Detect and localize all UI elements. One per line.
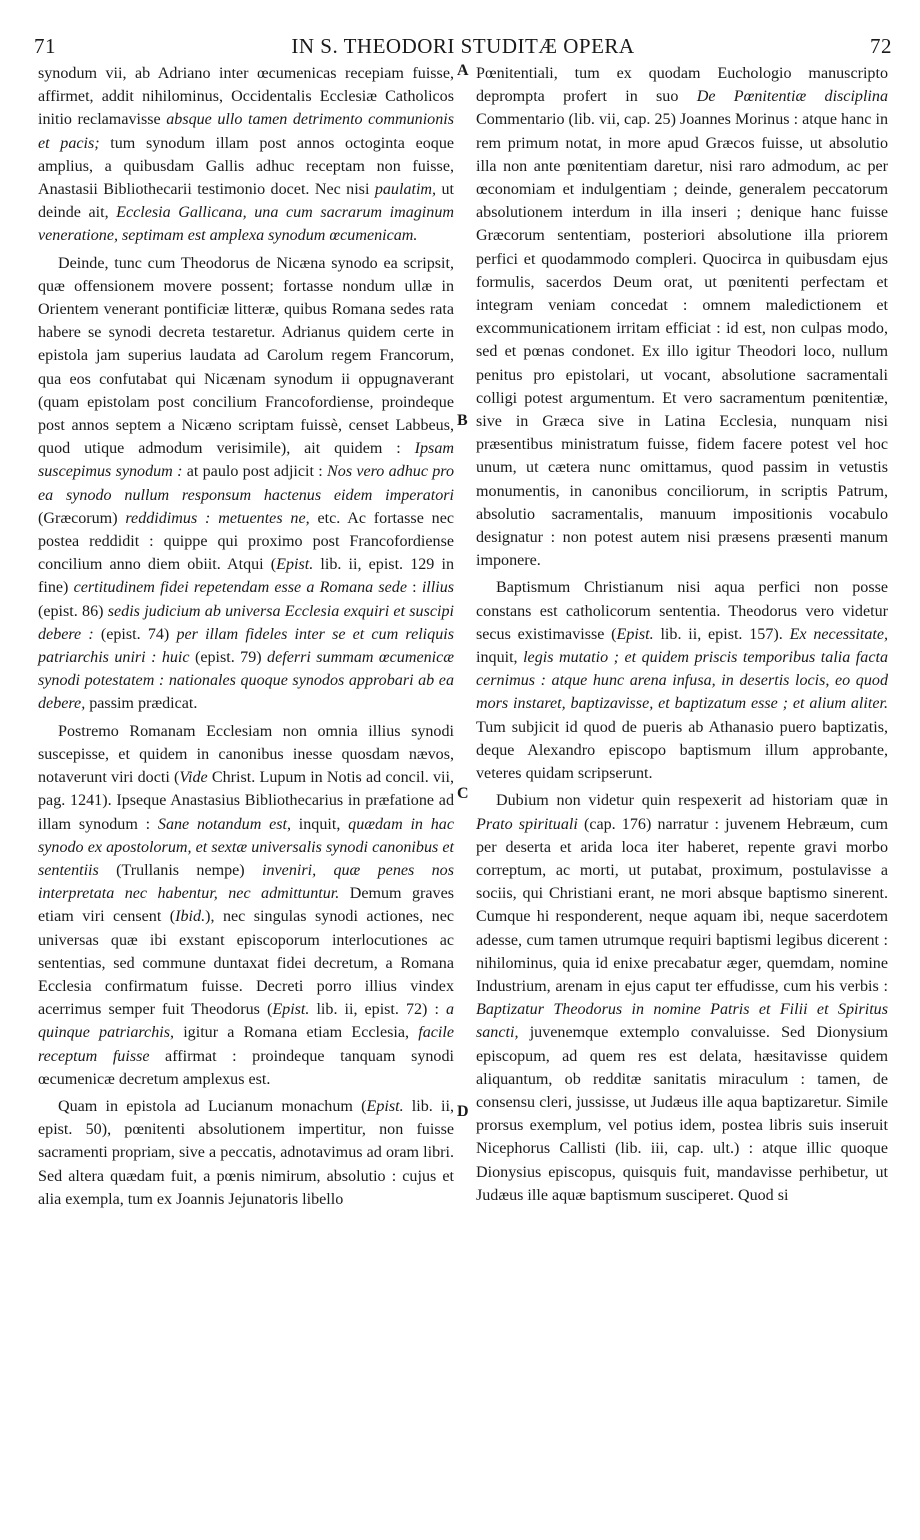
- italic-text: legis mutatio ; et quidem priscis temporibus talia facta cernimus : atque hunc arena infusa, in desertis locis, eo quod mors instaret, baptizavisse, et baptizatum esse ; et alium aliter.: [476, 649, 888, 713]
- italic-text: absque ullo tamen detrimento communionis et pacis;: [38, 111, 454, 152]
- text-run: lib. ii, epist. 72) :: [309, 1001, 446, 1019]
- text-run: synodum vii, ab Adriano inter œcumenicas recepiam fuisse, affirmet, addit nihilominus, Occidentalis Ecclesiæ Catholicos initio reclamavisse: [38, 65, 454, 129]
- running-title: IN S. THEODORI STUDITÆ OPERA: [291, 34, 635, 58]
- text-run: Baptismum Christianum nisi aqua perfici non posse constans est catholicorum sententia. Theodorus vero videtur secus existimavisse (: [476, 579, 888, 643]
- italic-text: Nos vero adhuc pro ea synodo nullum responsum hactenus eidem imperatori: [38, 463, 455, 504]
- text-run: (Græcorum): [38, 509, 126, 527]
- italic-text: certitudinem fidei repetendam esse a Romana sede: [73, 579, 407, 597]
- text-run: etc. Ac fortasse nec postea reddidit : quippe qui proximo post Francofordiense concilium anno diem obiit. Atqui (: [38, 509, 455, 574]
- italic-text: Epist.: [272, 1001, 310, 1019]
- italic-text: Epist.: [366, 1097, 404, 1115]
- section-marker-a: A: [457, 62, 469, 79]
- italic-text: Ipsam suscepimus synodum :: [38, 440, 454, 481]
- italic-text: Ex necessitate,: [789, 625, 888, 643]
- text-run: (Trullanis nempe): [98, 861, 263, 879]
- italic-text: Sane notandum est: [157, 815, 287, 833]
- text-run: passim prædicat.: [85, 695, 198, 713]
- italic-text: Epist.: [616, 625, 654, 643]
- text-run: lib. ii, epist. 50), pœnitenti absolutionem impertitur, non fuisse sacramenti propriam, sive a peccatis, adnotavimus ad oram libri. Sed altera quædam fuit, a pœnis nimirum, absolutio : cujus et alia exempla, tum ex Joannis Jejunatoris libello: [38, 1097, 454, 1208]
- italic-text: Ecclesia Gallicana, una cum sacrarum imaginum veneratione, septimam est amplexa synodum œcumenicam.: [38, 204, 454, 245]
- text-run: , inquit,: [286, 815, 349, 833]
- text-run: lib. ii, epist. 157).: [653, 625, 790, 643]
- italic-text: Prato spirituali: [476, 815, 578, 833]
- text-run: ), nec singulas synodi actiones, nec universas quæ ibi exstant episcoporum interlocutiones ac sententias, sed commune duntaxat fidei decretum, a Romana Ecclesia confirmatum fuisse. Decreti porro illius vindex acerrimus semper fuit Theodorus (: [38, 908, 454, 1019]
- text-run: Deinde, tunc cum Theodorus de Nicæna synodo ea scripsit, quæ offensionem movere possent; fortasse nondum ullæ in Orientem venerant pontificiæ litteræ, quibus Romana sedes rata habere se synodi decreta testaretur. Adrianus quidem certe in epistola jam superius laudata ad Carolum regem Francorum, qua eos confutabat qui Nicænam synodum ii oppugnaverant (quam epistolam post concilium Francofordiense, proindeque post annos septem a Nicæno scriptam fuissè, censet Labbeus, quod utique admodum verisimile), ait quidem :: [38, 254, 454, 458]
- text-run: igitur a Romana etiam Ecclesia,: [174, 1024, 419, 1042]
- italic-text: Ibid.: [175, 908, 206, 926]
- paragraph: [38, 720, 454, 1091]
- text-run: Demum graves etiam viri censent (: [38, 885, 454, 926]
- section-marker-b: B: [457, 412, 468, 429]
- italic-text: per illam fideles inter se et cum reliquis patriarchis uniri : huic: [38, 625, 454, 667]
- text-run: ut deinde ait,: [38, 181, 455, 222]
- text-run: (epist. 74): [93, 625, 177, 643]
- text-run: at paulo post adjicit :: [182, 463, 328, 481]
- paragraph: [476, 789, 888, 1207]
- paragraph: [38, 62, 454, 248]
- text-run: juvenemque extemplo convaluisse. Sed Dionysium episcopum, ad quem res est delata, hæsitavisse quidem aliquantum, ob redditæ sanitatis miraculum : tamen, de consensu cleri, jussisse, ut Judæus ille aqua baptizaretur. Simile prorsus exemplum, vel potius idem, postea libris suis inseruit Nicephorus Callisti (lib. iii, cap. ult.) : atque illic quoque Dionysius episcopus, quisquis fuit, mandavisse perhibetur, ut Judæus ille aquæ baptismum susciperet. Quod si: [476, 1024, 888, 1204]
- section-marker-c: C: [457, 785, 469, 802]
- italic-text: Baptizatur Theodorus in nomine Patris et Filii et Spiritus sancti,: [476, 1001, 888, 1042]
- italic-text: Vide: [179, 769, 208, 787]
- text-run: Quam in epistola ad Lucianum monachum (: [58, 1097, 367, 1115]
- text-run: Postremo Romanam Ecclesiam non omnia illius synodi suscepisse, et quidem in canonibus inesse quosdam nævos, notaverunt viri docti (: [38, 722, 454, 787]
- left-column: [38, 62, 454, 1211]
- text-run: :: [407, 579, 422, 597]
- page-header: [34, 34, 892, 62]
- italic-text: Epist.: [276, 556, 314, 574]
- italic-text: paulatim,: [374, 181, 437, 199]
- paragraph: [38, 252, 454, 716]
- text-run: tum synodum illam post annos octoginta eoque amplius, a quibusdam Gallis adhuc receptam non fuisse, Anastasii Bibliothecarii testimonio docet. Nec nisi: [38, 134, 455, 199]
- italic-text: deferri summam œcumenicæ synodi potestatem : nationales quoque synodos approbari ab ea debere,: [38, 649, 454, 713]
- text-run: inquit,: [476, 649, 524, 667]
- paragraph: [476, 576, 888, 785]
- italic-text: a quinque patriarchis,: [38, 1001, 454, 1042]
- paragraph: [476, 62, 888, 572]
- italic-text: reddidimus : metuentes ne,: [125, 509, 310, 527]
- text-run: affirmat : proindeque tanquam synodi œcumenicæ decretum amplexus est.: [38, 1047, 454, 1088]
- section-marker-d: D: [457, 1103, 469, 1120]
- text-run: (cap. 176) narratur : juvenem Hebræum, cum per deserta et arida loca iter haberet, repente gravi morbo correptum, ac morti, ut putabat, proximum, postulavisse a sociis, qui Christiani erant, ne mori absque baptismo sinerent. Cumque hi responderent, neque aquam ibi, neque sacerdotem adesse, cum tamen utrumque requiri baptismi legibus dicerent : nihilominus, quia id enixe precabatur æger, quemdam, nomine Industrium, arenam in ejus caput ter effudisse, cum his verbis :: [476, 815, 888, 995]
- page-number-right: 72: [870, 34, 892, 58]
- italic-text: quædam in hac synodo ex apostolorum, et sextæ universalis synodi canonibus et sententiis: [38, 815, 454, 879]
- text-run: Dubium non videtur quin respexerit ad historiam quæ in: [496, 792, 888, 810]
- paragraph: [38, 1095, 454, 1211]
- text-run: Christ. Lupum in Notis ad concil. vii, pag. 1241). Ipseque Anastasius Bibliothecarius in præfatione ad illam synodum :: [38, 769, 455, 833]
- text-run: (epist. 79): [189, 649, 268, 667]
- italic-text: inveniri, quæ penes nos interpretata nec habentur, nec admittuntur.: [38, 861, 454, 903]
- italic-text: facile receptum fuisse: [38, 1024, 454, 1065]
- italic-text: De Pœnitentiæ disciplina: [696, 88, 888, 106]
- text-run: Commentario (lib. vii, cap. 25) Joannes Morinus : atque hanc in rem primum notat, in more apud Græcos fuisse, ut absolutio illa non ante pœnitentiam daretur, nisi raro admodum, ac per œconomiam et indulgentiam ; deinde, generalem peccatorum absolutionem interdum in illa inseri ; denique hanc fuisse Græcorum sententiam, posteriori absolutione illa priorem perfici et quodammodo compleri. Quocirca in quibusdam ejus formulis, sacerdos Deum orat, ut pœnitenti perfectam et integram veniam concedat : omnem maledictionem et excommunicationem irritam efficiat : id est, non culpas modo, sed et pœnas condonet. Ex illo igitur Theodori loco, nullum penitus pro epistolari, ut vocant, absolutione sacramentali colligi potest argumentum. Et vero sacramentum pœnitentiæ, sive in Græca sive in Latina Ecclesia, nunquam nisi præsentibus ministratum fuisse, fidem facere potest vel hoc unum, ut cætera nunc omittamus, quod passim in vetustis monumentis, in canonibus conciliorum, in scriptis Patrum, absolutio sacramentalis, manuum impositionis vocabulo designatur : non potest autem nisi præsens præsenti manum imponere.: [476, 111, 888, 570]
- text-run: (epist. 86): [38, 602, 108, 620]
- italic-text: illius: [421, 579, 455, 597]
- right-column: [476, 62, 888, 1207]
- text-run: lib. ii, epist. 129 in fine): [38, 556, 454, 597]
- text-run: Tum subjicit id quod de pueris ab Athanasio puero baptizatis, deque Alexandro episcopo baptismum illum approbante, veteres quidam scripserunt.: [476, 718, 888, 783]
- text-run: Pœnitentiali, tum ex quodam Euchologio manuscripto deprompta profert in suo: [476, 65, 888, 106]
- page-number-left: 71: [34, 34, 56, 58]
- italic-text: sedis judicium ab universa Ecclesia exquiri et suscipi debere :: [38, 602, 454, 643]
